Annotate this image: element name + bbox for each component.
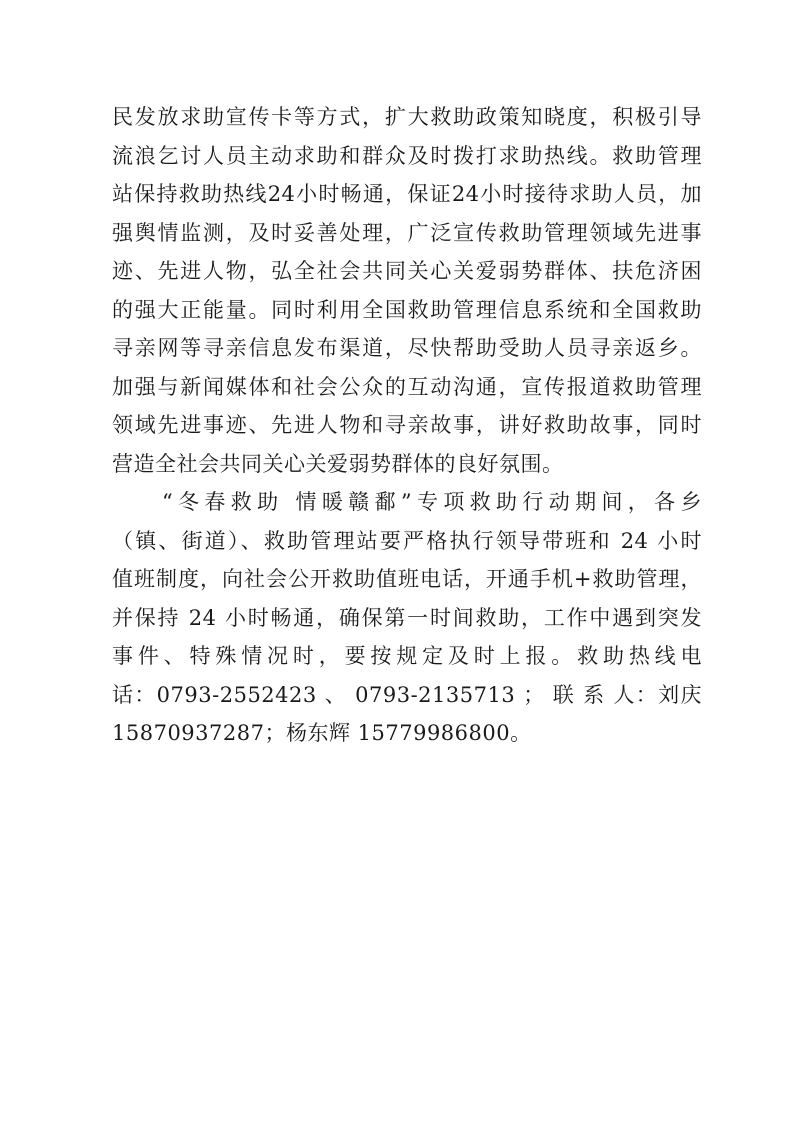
body-text [112,98,702,753]
text-line: 的强大正能量。同时利用全国救助管理信息系统和全国救助 [112,297,702,322]
text-line: 迹、先进人物，弘全社会共同关心关爱弱势群体、扶危济困 [112,259,702,283]
text-line: 站保持救助热线24小时畅通，保证24小时接待求助人员，加 [112,182,702,206]
text-line: 15870937287；杨东辉 15779986800。 [112,721,532,745]
text-line: 强舆情监测，及时妥善处理，广泛宣传救助管理领域先进事 [112,220,702,245]
text-line: 并保持 24 小时畅通，确保第一时间救助，工作中遇到突发 [112,605,702,630]
text-line: 寻亲网等寻亲信息发布渠道，尽快帮助受助人员寻亲返乡。 [112,336,702,360]
text-line: 事件、特殊情况时，要按规定及时上报。救助热线电 [112,644,702,668]
text-line: “冬春救助 情暖赣鄱”专项救助行动期间，各乡 [162,490,702,514]
text-line: （镇、街道）、救助管理站要严格执行领导带班和 24 小时 [112,528,702,553]
text-line: 营造全社会共同关心关爱弱势群体的良好氛围。 [112,451,564,476]
text-line: 流浪乞讨人员主动求助和群众及时拨打求助热线。救助管理 [112,143,702,168]
text-line: 值班制度，向社会公开救助值班电话，开通手机+救助管理， [112,567,702,591]
text-line: 民发放求助宣传卡等方式，扩大救助政策知晓度，积极引导 [112,105,702,129]
text-line: 话：0793-2552423 、 0793-2135713 ； 联 系 人：刘庆 [112,682,702,707]
text-line: 领域先进事迹、先进人物和寻亲故事，讲好救助故事，同时 [112,413,702,437]
text-line: 加强与新闻媒体和社会公众的互动沟通，宣传报道救助管理 [112,374,702,399]
